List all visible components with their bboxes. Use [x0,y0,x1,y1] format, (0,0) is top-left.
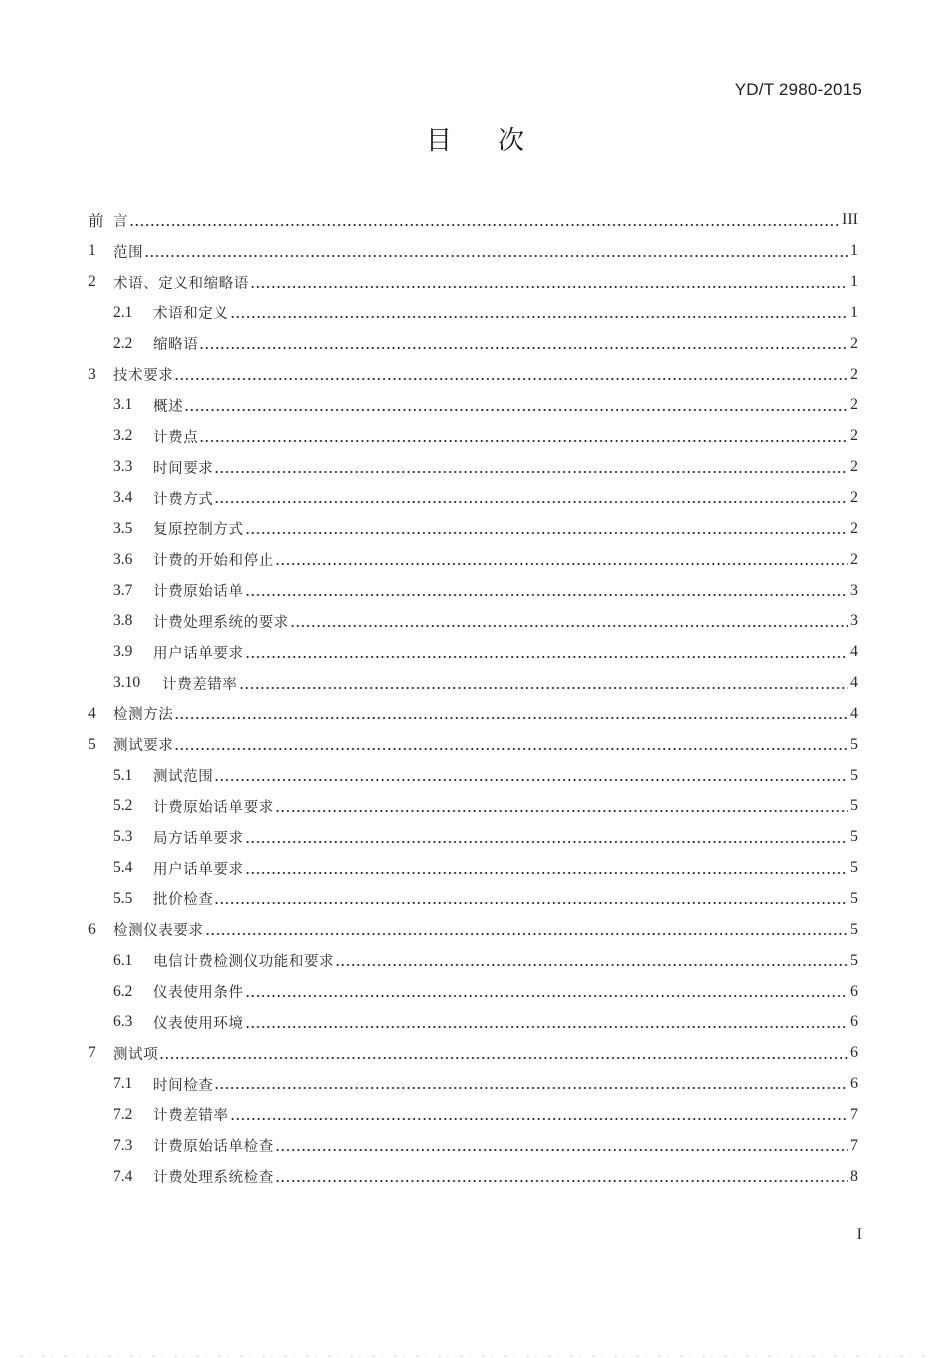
toc-entry-label: 计费差错率 [162,676,238,693]
toc-entry-6-3[interactable] [88,1007,858,1038]
toc-entry-number: 前 [88,213,104,231]
toc-entry-3-3[interactable] [88,452,858,483]
toc-entry-2[interactable] [88,267,858,298]
title-char-1: 目 [425,126,452,156]
toc-entry-3-9[interactable] [88,637,858,668]
toc-entry-number: 6.1 [113,951,133,969]
toc-entry-page: 8 [850,1167,858,1185]
dot-leader [275,563,848,565]
toc-entry-label: 测试范围 [153,769,214,786]
toc-entry-6-2[interactable] [88,976,858,1007]
toc-entry-number: 3.6 [113,550,133,568]
toc-entry-page: 5 [850,920,858,938]
toc-entry-page: 2 [850,365,858,383]
toc-entry-page: 6 [850,1044,858,1062]
page-number: I [856,1226,862,1243]
toc-entry-page: 2 [850,489,858,507]
toc-entry-3-1[interactable] [88,390,858,421]
toc-entry-3-8[interactable] [88,606,858,637]
dot-leader [335,964,848,966]
toc-entry-page: 3 [850,612,858,630]
toc-entry-label: 批价检查 [153,892,214,909]
dot-leader [159,1057,848,1059]
dot-leader [214,779,848,781]
toc-entry-number: 3.5 [113,519,133,537]
toc-entry-page: 2 [850,396,858,414]
toc-entry-page: 2 [850,519,858,537]
dot-leader [214,501,848,503]
toc-entry-page: 5 [850,797,858,815]
toc-entry-number: 7.3 [113,1136,133,1154]
dot-leader [214,1087,848,1089]
toc-entry-3-4[interactable] [88,483,858,514]
dot-leader [174,748,848,750]
toc-entry-5[interactable] [88,729,858,760]
toc-entry-label: 测试项 [113,1046,159,1063]
toc-entry-page: 1 [850,242,858,260]
toc-entry-2-1[interactable] [88,298,858,329]
toc-entry-label: 言 [113,213,129,230]
toc-entry-preface[interactable] [88,205,858,236]
toc-entry-page: 5 [850,828,858,846]
toc-entry-label: 概述 [153,398,184,415]
toc-entry-page: III [842,211,858,229]
scan-artifact-divider [20,1355,930,1357]
toc-entry-page: 2 [850,334,858,352]
toc-entry-5-3[interactable] [88,822,858,853]
toc-entry-number: 3.10 [113,674,141,692]
toc-entry-number: 6.2 [113,982,133,1000]
dot-leader [275,810,848,812]
toc-entry-page: 5 [850,859,858,877]
toc-entry-page: 5 [850,889,858,907]
dot-leader [275,1180,848,1182]
dot-leader [214,471,848,473]
toc-entry-page: 2 [850,458,858,476]
table-of-contents [88,205,858,1192]
toc-entry-page: 7 [850,1136,858,1154]
toc-entry-2-2[interactable] [88,328,858,359]
toc-entry-page: 2 [850,427,858,445]
toc-entry-number: 3.2 [113,427,133,445]
toc-entry-number: 2.2 [113,334,133,352]
dot-leader [245,872,848,874]
toc-entry-label: 用户话单要求 [153,645,244,662]
toc-entry-number: 4 [88,704,96,722]
toc-entry-number: 3.7 [113,581,133,599]
toc-entry-label: 时间检查 [153,1077,214,1094]
toc-entry-number: 3.8 [113,612,133,630]
toc-entry-page: 1 [850,303,858,321]
toc-entry-label: 计费的开始和停止 [153,553,274,570]
toc-entry-label: 术语和定义 [153,306,229,323]
toc-entry-page: 6 [850,982,858,1000]
toc-entry-page: 4 [850,674,858,692]
toc-entry-7-4[interactable] [88,1161,858,1192]
toc-entry-number: 3.9 [113,643,133,661]
dot-leader [174,717,848,719]
toc-entry-label: 电信计费检测仪功能和要求 [153,954,335,971]
dot-leader [199,440,848,442]
toc-entry-number: 7 [88,1044,96,1062]
toc-entry-number: 1 [88,242,96,260]
toc-entry-page: 4 [850,704,858,722]
dot-leader [239,687,849,689]
toc-entry-number: 5.3 [113,828,133,846]
toc-entry-label: 术语、定义和缩略语 [113,275,249,292]
standard-code: YD/T 2980-2015 [734,80,862,99]
toc-entry-number: 3.1 [113,396,133,414]
dot-leader [275,1149,848,1151]
toc-entry-6[interactable] [88,914,858,945]
toc-entry-6-1[interactable] [88,945,858,976]
toc-entry-page: 4 [850,643,858,661]
toc-entry-label: 计费方式 [153,491,214,508]
toc-entry-label: 计费处理系统检查 [153,1170,274,1187]
toc-entry-number: 5 [88,735,96,753]
dot-leader [199,347,848,349]
dot-leader [129,224,840,226]
dot-leader [144,255,848,257]
toc-entry-number: 7.4 [113,1167,133,1185]
toc-entry-page: 6 [850,1013,858,1031]
toc-entry-label: 复原控制方式 [153,522,244,539]
dot-leader [250,286,848,288]
toc-entry-5-4[interactable] [88,853,858,884]
toc-entry-page: 5 [850,951,858,969]
dot-leader [245,841,848,843]
toc-entry-page: 5 [850,735,858,753]
toc-entry-label: 仪表使用环境 [153,1015,244,1032]
toc-entry-number: 2 [88,273,96,291]
toc-entry-number: 2.1 [113,303,133,321]
toc-entry-label: 技术要求 [113,368,174,385]
toc-entry-label: 局方话单要求 [153,830,244,847]
dot-leader [174,378,848,380]
toc-entry-5-2[interactable] [88,791,858,822]
toc-entry-number: 5.5 [113,889,133,907]
toc-entry-3-5[interactable] [88,513,858,544]
toc-entry-page: 3 [850,581,858,599]
toc-entry-number: 5.1 [113,766,133,784]
toc-entry-label: 检测仪表要求 [113,923,204,940]
toc-entry-page: 2 [850,550,858,568]
dot-leader [245,1026,848,1028]
toc-entry-label: 缩略语 [153,337,199,354]
toc-entry-number: 6.3 [113,1013,133,1031]
dot-leader [205,933,848,935]
toc-entry-number: 3.3 [113,458,133,476]
toc-entry-number: 7.1 [113,1075,133,1093]
dot-leader [214,902,848,904]
page-title [0,120,950,157]
toc-entry-page: 6 [850,1075,858,1093]
toc-entry-4[interactable] [88,699,858,730]
toc-entry-page: 1 [850,273,858,291]
toc-entry-page: 5 [850,766,858,784]
toc-entry-7-1[interactable] [88,1069,858,1100]
toc-entry-number: 7.2 [113,1105,133,1123]
toc-entry-label: 计费点 [153,429,199,446]
toc-entry-3[interactable] [88,359,858,390]
toc-entry-7-2[interactable] [88,1099,858,1130]
toc-entry-label: 计费差错率 [153,1108,229,1125]
dot-leader [230,316,849,318]
toc-entry-5-5[interactable] [88,884,858,915]
dot-leader [230,1118,849,1120]
toc-entry-number: 3 [88,365,96,383]
dot-leader [184,409,848,411]
dot-leader [290,625,848,627]
toc-entry-3-10[interactable] [88,668,858,699]
toc-entry-label: 用户话单要求 [153,861,244,878]
toc-entry-3-7[interactable] [88,575,858,606]
toc-entry-7-3[interactable] [88,1130,858,1161]
toc-entry-1[interactable] [88,236,858,267]
dot-leader [245,594,848,596]
toc-entry-page: 7 [850,1105,858,1123]
toc-entry-label: 仪表使用条件 [153,985,244,1002]
title-char-2: 次 [498,126,525,156]
dot-leader [245,532,848,534]
toc-entry-number: 5.2 [113,797,133,815]
toc-entry-5-1[interactable] [88,760,858,791]
toc-entry-3-6[interactable] [88,544,858,575]
toc-entry-number: 6 [88,920,96,938]
toc-entry-label: 时间要求 [153,460,214,477]
toc-entry-3-2[interactable] [88,421,858,452]
toc-entry-7[interactable] [88,1038,858,1069]
toc-entry-label: 计费原始话单要求 [153,799,274,816]
dot-leader [245,656,848,658]
toc-entry-label: 计费原始话单 [153,584,244,601]
toc-entry-label: 测试要求 [113,738,174,755]
dot-leader [245,995,848,997]
toc-entry-label: 计费处理系统的要求 [153,614,289,631]
toc-entry-label: 范围 [113,244,144,261]
toc-entry-label: 检测方法 [113,707,174,724]
toc-entry-label: 计费原始话单检查 [153,1139,274,1156]
toc-entry-number: 3.4 [113,489,133,507]
toc-entry-number: 5.4 [113,859,133,877]
